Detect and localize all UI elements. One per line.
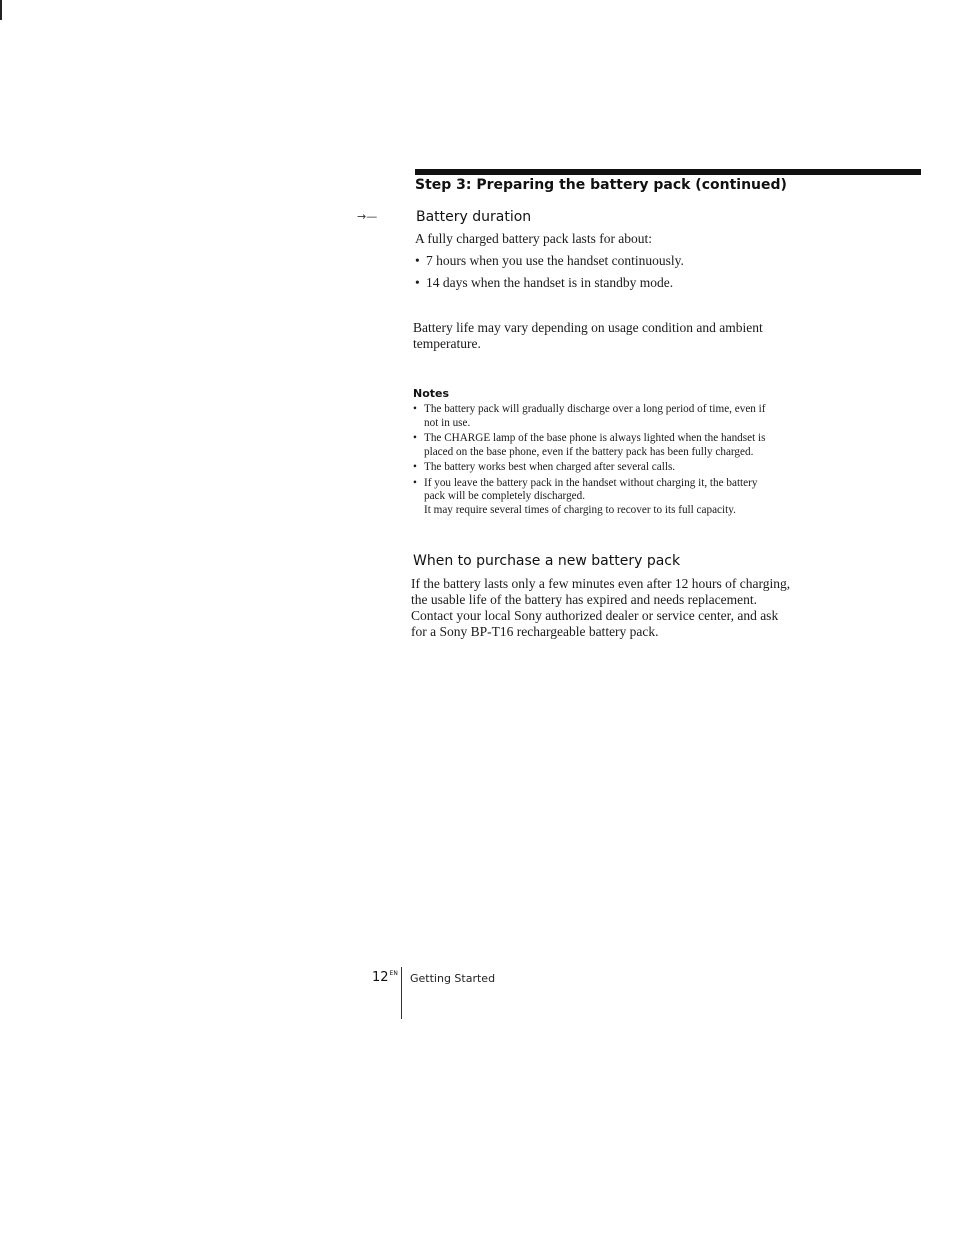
purchase-line: If the battery lasts only a few minutes even after 12 hours of charging, [411, 576, 791, 591]
note-line: • The battery works best when charged after several calls. [424, 461, 676, 473]
page-number [372, 970, 398, 985]
purchase-paragraph [411, 576, 790, 640]
battery-life-note-line: Battery life may vary depending on usage condition and ambient [413, 320, 763, 335]
note-item [413, 477, 833, 518]
note-line: It may require several times of charging to recover to its full capacity. [424, 503, 736, 516]
purchase-line: the usable life of the battery has expired and needs replacement. [411, 592, 757, 607]
notes-heading: Notes [413, 387, 450, 400]
footer-divider [401, 967, 402, 1019]
page-number-suffix: EN [389, 970, 398, 977]
purchase-line: Contact your local Sony authorized dealer or service center, and ask [411, 608, 779, 623]
note-line: • The battery pack will gradually discharge over a long period of time, even if [424, 403, 766, 415]
notes-list [413, 403, 833, 519]
page-edge-mark [0, 0, 2, 20]
purchase-heading: When to purchase a new battery pack [413, 553, 681, 569]
note-item [413, 461, 833, 475]
battery-duration-heading: Battery duration [416, 209, 532, 225]
note-line: not in use. [424, 416, 471, 429]
list-item: • 14 days when the handset is in standby mode. [415, 275, 684, 291]
battery-life-note [413, 320, 763, 352]
note-line: • If you leave the battery pack in the handset without charging it, the battery [424, 476, 758, 489]
section-rule [415, 169, 921, 175]
note-item [413, 432, 833, 459]
footer-section-label: Getting Started [410, 972, 496, 985]
note-line: placed on the base phone, even if the battery pack has been fully charged. [424, 445, 754, 458]
page-number-value: 12 [372, 970, 389, 985]
note-item [413, 403, 833, 430]
battery-duration-intro: A fully charged battery pack lasts for about: [415, 231, 653, 246]
section-title: Step 3: Preparing the battery pack (continued) [415, 177, 787, 193]
battery-life-note-line: temperature. [413, 336, 481, 351]
battery-duration-list [415, 253, 684, 297]
margin-arrow-icon: →— [357, 210, 378, 223]
list-item: • 7 hours when you use the handset continuously. [415, 253, 684, 269]
note-line: • The CHARGE lamp of the base phone is always lighted when the handset is [424, 432, 766, 444]
purchase-line: for a Sony BP-T16 rechargeable battery pack. [411, 624, 659, 639]
note-line: pack will be completely discharged. [424, 490, 586, 502]
